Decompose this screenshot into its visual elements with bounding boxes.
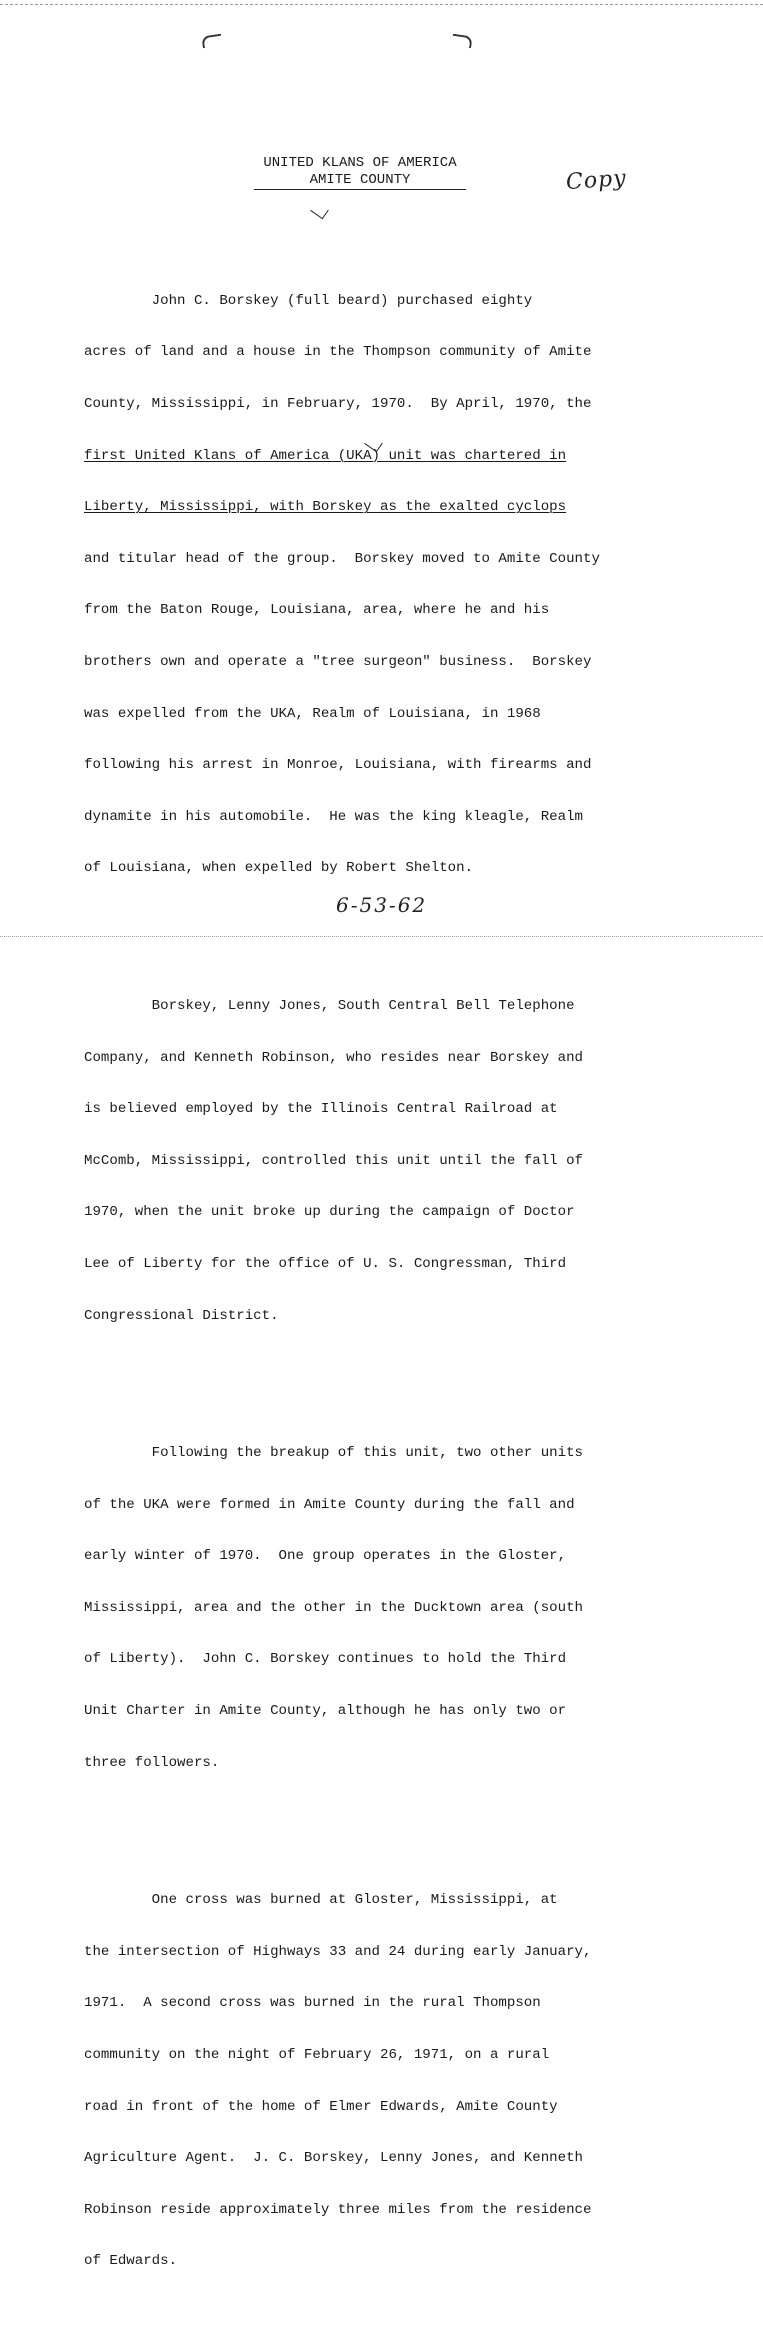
text-line: Unit Charter in Amite County, although he has only two or [84, 1703, 567, 1720]
text-line: and titular head of the group. Borskey moved to Amite County [84, 550, 600, 567]
text-line: Liberty, Mississippi, with Borskey as the exalted cyclops [84, 499, 567, 516]
text-line: of the UKA were formed in Amite County during the fall and [84, 1496, 575, 1513]
text-line: Following the breakup of this unit, two other units [84, 1445, 583, 1462]
text-line: the intersection of Highways 33 and 24 during early January, [84, 1943, 592, 1960]
handwritten-file-number: 6-53-62 [336, 893, 428, 917]
paragraph-3 [84, 1411, 644, 1807]
handwritten-copy-mark: Copy [565, 165, 628, 196]
top-scan-edge [0, 4, 763, 5]
staple-mark-right-icon [451, 34, 472, 49]
text-line: from the Baton Rouge, Louisiana, area, where he and his [84, 602, 550, 619]
text-line: of Louisiana, when expelled by Robert Shelton. [84, 860, 474, 877]
text-line: is believed employed by the Illinois Central Railroad at [84, 1101, 558, 1118]
text-line: dynamite in his automobile. He was the king kleagle, Realm [84, 808, 583, 825]
text-line: of Liberty). John C. Borskey continues to hold the Third [84, 1651, 567, 1668]
bottom-scan-edge [0, 936, 763, 937]
text-line: acres of land and a house in the Thompson community of Amite [84, 344, 592, 361]
text-line: 1971. A second cross was burned in the rural Thompson [84, 1995, 541, 2012]
text-line: of Edwards. [84, 2253, 178, 2270]
staple-mark-left-icon [201, 34, 222, 49]
text-line: early winter of 1970. One group operates in the Gloster, [84, 1548, 567, 1565]
text-line: brothers own and operate a "tree surgeon" business. Borskey [84, 653, 592, 670]
text-line: Robinson reside approximately three miles from the residence [84, 2201, 592, 2218]
paragraph-1 [84, 258, 644, 912]
text-line: Company, and Kenneth Robinson, who resides near Borskey and [84, 1049, 583, 1066]
text-line: Lee of Liberty for the office of U. S. Congressman, Third [84, 1255, 567, 1272]
text-line: John C. Borskey (full beard) purchased eighty [84, 292, 533, 309]
text-line: Agriculture Agent. J. C. Borskey, Lenny Jones, and Kenneth [84, 2150, 583, 2167]
text-line: One cross was burned at Gloster, Mississippi, at [84, 1892, 558, 1909]
document-header [254, 155, 466, 190]
text-line: McComb, Mississippi, controlled this unit until the fall of [84, 1152, 583, 1169]
paragraph-2 [84, 964, 644, 1360]
paragraph-4 [84, 1858, 644, 2305]
text-line: following his arrest in Monroe, Louisiana, with firearms and [84, 757, 592, 774]
text-line: three followers. [84, 1754, 220, 1771]
text-line: Congressional District. [84, 1307, 279, 1324]
checkmark-icon [310, 202, 329, 220]
text-line: Borskey, Lenny Jones, South Central Bell Telephone [84, 997, 575, 1014]
text-line: first United Klans of America (UKA) unit was chartered in [84, 447, 567, 464]
document-title: UNITED KLANS OF AMERICA [263, 155, 457, 171]
text-line: County, Mississippi, in February, 1970. By April, 1970, the [84, 396, 592, 412]
document-body [84, 224, 644, 2339]
text-line: Mississippi, area and the other in the Ducktown area (south [84, 1599, 583, 1616]
text-line: 1970, when the unit broke up during the campaign of Doctor [84, 1204, 575, 1221]
text-line: was expelled from the UKA, Realm of Louisiana, in 1968 [84, 705, 541, 722]
text-line: community on the night of February 26, 1971, on a rural [84, 2047, 550, 2064]
text-line: road in front of the home of Elmer Edwards, Amite County [84, 2098, 558, 2115]
document-subtitle: AMITE COUNTY [254, 172, 466, 190]
